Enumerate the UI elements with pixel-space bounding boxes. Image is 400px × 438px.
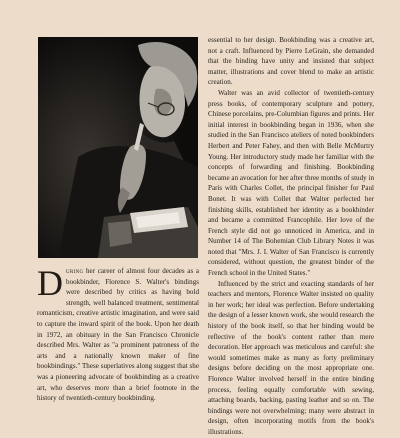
article-paragraph: Walter was an avid collector of twentieth-century press books, of contemporary sculpture and pottery, Chinese porcelains, pre-Columbian figures and prints. Her initial interest in bookbinding began in 1936, when she studied in the San Francisco ateliers of noted bookbinders Herbert and Peter Fahey, and then with Belle McMurtry Young. Her introductory study made her familiar with the concepts of forwarding and finishing. Bookbinding became an avocation for her after three months of study in Paris with Charles Collet, the principal finisher for Paul Bonet. It was with Collet that Walter perfected her finishing skills, established her identity as a bookbinder and became a committed Francophile. Her love of the French style did not go unnoticed in America, and in Number 14 of The Bohemian Club Library Notes it was noted that "Mrs. J. I. Walter of San Francisco is currently considered, without question, the greatest binder of the French school in the United States." bbox=[208, 88, 374, 278]
portrait-photo bbox=[38, 37, 198, 258]
article-paragraph: Influenced by the strict and exacting standards of her teachers and mentors, Florence Walter insisted on quality in her work; her ideal was perfection. Before undertaking the design of a lesser known work, she would research the history of the book itself, so that her binding would be reflective of the book's content rather than mere decoration. Her approach was meticulous and careful: she would sometimes make as many as forty preliminary designs before deciding on the most appropriate one. Florence Walter involved herself in the entire binding process, feeling equally comfortable with sewing, attaching boards, backing, pasting leather and so on. The bindings were not overwhelming; many were abstract in design, often incorporating motifs from the book's illustrations. bbox=[208, 279, 374, 436]
article-opening-text: her career of almost four decades as a bookbinder, Florence S. Walter's bindings were described by critics as having bold strength, well balanced treatment, sentimental romanticism, creative artistic imagination, and were said to capture the inward spirit of the book. Upon her death in 1972, an obituary in the San Francisco Chronicle described Mrs. Walter as "a prominent patroness of the arts and a nationally known maker of fine bookbindings." These superlatives along suggest that she was a pioneering advocate of bookbinding as a creative art, who deserves more than a brief footnote in the history of twentieth-century bookbinding. bbox=[37, 267, 199, 403]
article-paragraph: essential to her design. Bookbinding was a creative art, not a craft. Influenced by Pierre LeGrain, she demanded that the binding have unity and insisted that subject matter, illustrations and cover blend to make an artistic creation. bbox=[208, 36, 374, 87]
article-right-column bbox=[208, 35, 374, 438]
portrait-image bbox=[38, 37, 198, 258]
article-opening-paragraph bbox=[37, 263, 199, 404]
drop-cap: D bbox=[37, 263, 64, 303]
lead-in: uring bbox=[66, 267, 84, 275]
article-left-column bbox=[37, 263, 199, 404]
